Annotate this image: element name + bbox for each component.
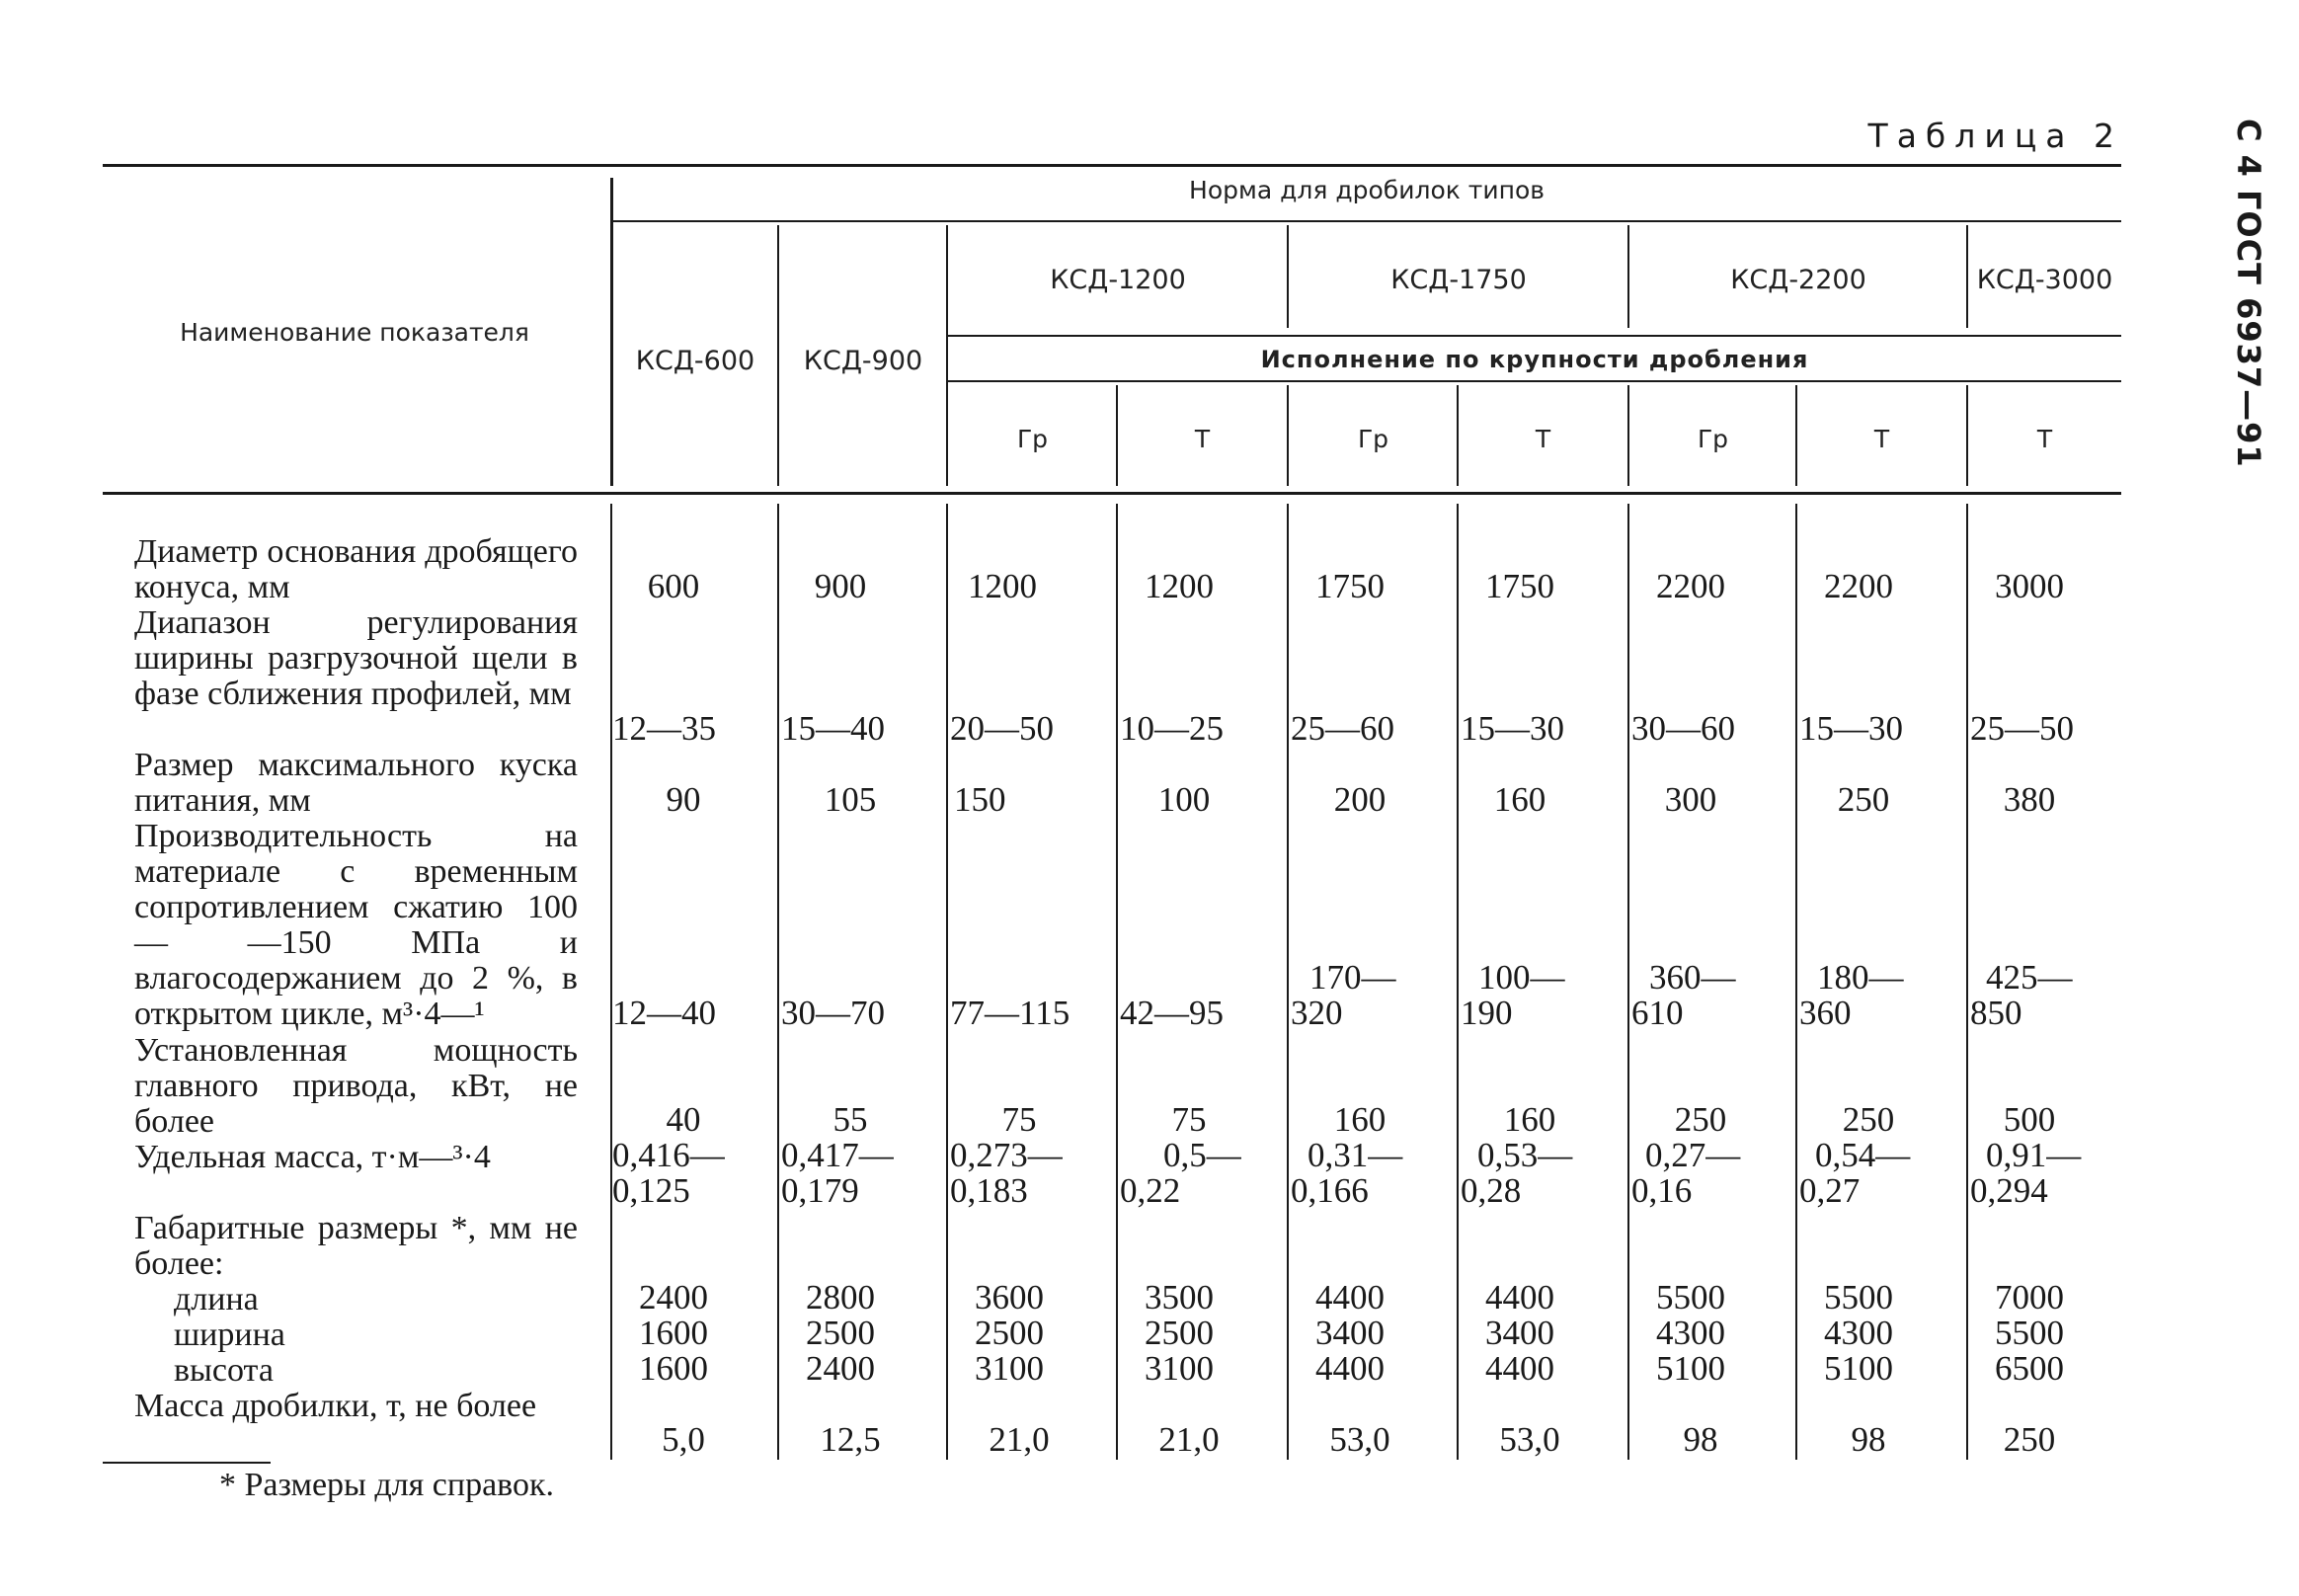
cell-diameter: 1750 [1485, 567, 1554, 605]
row-label-mass: Масса дробилки, т, не более [134, 1388, 537, 1424]
cell-feed-size: 200 [1333, 780, 1387, 819]
cell-mass: 98 [1851, 1420, 1886, 1459]
cell-capacity: 850 [1970, 994, 2022, 1032]
cell-power: 250 [1674, 1100, 1727, 1139]
cell-feed-size: 150 [954, 780, 1006, 819]
footnote-rule [103, 1462, 271, 1464]
cell-mass: 98 [1683, 1420, 1718, 1459]
cell-gap-range: 15—30 [1799, 709, 1903, 748]
header-name-column: Наименование показателя [180, 318, 529, 347]
cell-height: 2400 [806, 1349, 875, 1388]
cell-capacity: 320 [1291, 994, 1343, 1032]
cell-length: 7000 [1995, 1278, 2064, 1317]
cell-diameter: 600 [647, 567, 700, 605]
cell-specific-mass: 0,294 [1970, 1171, 2048, 1210]
row-label-gap-range: Диапазон регулирования ширины разгрузочной щели в фазе сближения профилей, мм [134, 604, 578, 712]
header-bottom-rule [103, 492, 2121, 495]
header-model-ksd900: КСД-900 [803, 346, 923, 376]
cell-gap-range: 20—50 [950, 709, 1054, 748]
cell-feed-size: 100 [1157, 780, 1211, 819]
cell-width: 4300 [1656, 1314, 1725, 1352]
page-marker: С 4 ГОСТ 6937—91 [2230, 119, 2267, 468]
header-variant: Гр [1357, 425, 1389, 453]
group-rule [612, 220, 2121, 222]
row-label-width: ширина [174, 1317, 285, 1353]
cell-capacity: 42—95 [1120, 994, 1224, 1032]
cell-specific-mass-top: 0,54— [1815, 1136, 1911, 1174]
cell-power: 160 [1333, 1100, 1387, 1139]
cell-capacity-top: 360— [1649, 958, 1736, 997]
cell-specific-mass-top: 0,416— [612, 1136, 725, 1174]
cell-capacity: 30—70 [781, 994, 885, 1032]
row-label-height: высота [174, 1352, 274, 1389]
header-model-ksd600: КСД-600 [635, 346, 755, 376]
cell-width: 5500 [1995, 1314, 2064, 1352]
cell-mass: 21,0 [989, 1420, 1050, 1459]
cell-width: 1600 [639, 1314, 708, 1352]
cell-power: 55 [832, 1100, 868, 1139]
cell-power: 75 [1171, 1100, 1207, 1139]
cell-height: 3100 [1145, 1349, 1214, 1388]
cell-width: 3400 [1315, 1314, 1385, 1352]
cell-diameter: 1200 [1145, 567, 1214, 605]
cell-specific-mass-top: 0,53— [1477, 1136, 1573, 1174]
cell-gap-range: 15—40 [781, 709, 885, 748]
cell-diameter: 2200 [1824, 567, 1893, 605]
cell-width: 3400 [1485, 1314, 1554, 1352]
cell-feed-size: 105 [824, 780, 877, 819]
row-label-dimensions: Габаритные размеры *, мм не более: [134, 1210, 578, 1282]
cell-specific-mass: 0,22 [1120, 1171, 1181, 1210]
cell-feed-size: 160 [1493, 780, 1546, 819]
cell-mass: 12,5 [820, 1420, 881, 1459]
cell-capacity-top: 170— [1309, 958, 1396, 997]
cell-height: 4400 [1485, 1349, 1554, 1388]
header-model-ksd1750: КСД-1750 [1390, 265, 1527, 295]
cell-gap-range: 25—60 [1291, 709, 1394, 748]
cell-power: 75 [1001, 1100, 1037, 1139]
cell-height: 5100 [1656, 1349, 1725, 1388]
cell-diameter: 900 [814, 567, 867, 605]
cell-gap-range: 30—60 [1631, 709, 1735, 748]
cell-length: 2400 [639, 1278, 708, 1317]
cell-mass: 21,0 [1158, 1420, 1220, 1459]
cell-gap-range: 12—35 [612, 709, 716, 748]
cell-specific-mass-top: 0,27— [1645, 1136, 1741, 1174]
cell-height: 3100 [975, 1349, 1044, 1388]
cell-specific-mass-top: 0,5— [1163, 1136, 1241, 1174]
cell-specific-mass-top: 0,31— [1308, 1136, 1403, 1174]
cell-diameter: 2200 [1656, 567, 1725, 605]
header-variant: Т [1873, 425, 1890, 453]
cell-mass: 250 [2003, 1420, 2056, 1459]
cell-width: 2500 [806, 1314, 875, 1352]
cell-width: 2500 [1145, 1314, 1214, 1352]
cell-capacity: 12—40 [612, 994, 716, 1032]
cell-length: 5500 [1824, 1278, 1893, 1317]
cell-specific-mass-top: 0,417— [781, 1136, 894, 1174]
cell-capacity: 77—115 [950, 994, 1070, 1032]
cell-capacity-top: 425— [1986, 958, 2073, 997]
cell-capacity: 610 [1631, 994, 1684, 1032]
cell-capacity-top: 180— [1817, 958, 1904, 997]
cell-gap-range: 10—25 [1120, 709, 1224, 748]
cell-capacity-top: 100— [1478, 958, 1565, 997]
cell-feed-size: 250 [1837, 780, 1890, 819]
header-group: Норма для дробилок типов [1189, 176, 1545, 204]
cell-diameter: 1200 [968, 567, 1037, 605]
cell-width: 2500 [975, 1314, 1044, 1352]
row-label-length: длина [174, 1281, 259, 1317]
cell-specific-mass: 0,28 [1461, 1171, 1522, 1210]
header-execution: Исполнение по крупности дробления [1260, 346, 1809, 373]
cell-height: 1600 [639, 1349, 708, 1388]
cell-mass: 53,0 [1329, 1420, 1390, 1459]
header-model-ksd3000: КСД-3000 [1976, 265, 2113, 295]
table-title: Таблица 2 [1867, 117, 2123, 155]
cell-capacity: 190 [1461, 994, 1513, 1032]
cell-specific-mass: 0,183 [950, 1171, 1028, 1210]
footnote: * Размеры для справок. [219, 1467, 555, 1503]
cell-length: 4400 [1315, 1278, 1385, 1317]
row-label-specific-mass: Удельная масса, т·м—³·4 [134, 1139, 491, 1175]
cell-mass: 53,0 [1499, 1420, 1560, 1459]
header-model-ksd1200: КСД-1200 [1050, 265, 1186, 295]
header-variant: Т [2036, 425, 2053, 453]
header-variant: Гр [1697, 425, 1729, 453]
execution-top-rule [948, 335, 2121, 337]
row-label-capacity: Производительность на материале с временным сопротивлением сжатию 100— —150 МПа и влагосодержанием до 2 %, в открытом цикле, м³·4—¹ [134, 818, 578, 1032]
row-label-diameter: Диаметр основания дробящего конуса, мм [134, 533, 578, 605]
cell-diameter: 1750 [1315, 567, 1385, 605]
col-divider-names [610, 178, 613, 486]
cell-height: 4400 [1315, 1349, 1385, 1388]
cell-feed-size: 380 [2003, 780, 2056, 819]
cell-specific-mass-top: 0,91— [1986, 1136, 2082, 1174]
cell-power: 250 [1842, 1100, 1895, 1139]
cell-gap-range: 25—50 [1970, 709, 2074, 748]
cell-length: 2800 [806, 1278, 875, 1317]
row-label-power: Установленная мощность главного привода, кВт, не более [134, 1032, 578, 1140]
cell-height: 6500 [1995, 1349, 2064, 1388]
cell-length: 3600 [975, 1278, 1044, 1317]
cell-diameter: 3000 [1995, 567, 2064, 605]
header-variant: Т [1194, 425, 1211, 453]
cell-feed-size: 90 [666, 780, 701, 819]
header-variant: Гр [1016, 425, 1049, 453]
cell-power: 160 [1503, 1100, 1556, 1139]
cell-specific-mass: 0,27 [1799, 1171, 1861, 1210]
execution-bottom-rule [948, 380, 2121, 382]
header-variant: Т [1535, 425, 1551, 453]
cell-height: 5100 [1824, 1349, 1893, 1388]
cell-gap-range: 15—30 [1461, 709, 1564, 748]
cell-power: 40 [666, 1100, 701, 1139]
row-label-feed-size: Размер максимального куска питания, мм [134, 747, 578, 819]
cell-specific-mass: 0,16 [1631, 1171, 1693, 1210]
cell-feed-size: 300 [1664, 780, 1717, 819]
cell-capacity: 360 [1799, 994, 1852, 1032]
cell-length: 5500 [1656, 1278, 1725, 1317]
cell-length: 4400 [1485, 1278, 1554, 1317]
cell-specific-mass: 0,125 [612, 1171, 690, 1210]
cell-specific-mass-top: 0,273— [950, 1136, 1063, 1174]
cell-specific-mass: 0,179 [781, 1171, 859, 1210]
cell-specific-mass: 0,166 [1291, 1171, 1369, 1210]
header-model-ksd2200: КСД-2200 [1730, 265, 1866, 295]
cell-power: 500 [2003, 1100, 2056, 1139]
table-top-rule [103, 164, 2121, 167]
cell-length: 3500 [1145, 1278, 1214, 1317]
cell-mass: 5,0 [662, 1420, 705, 1459]
cell-width: 4300 [1824, 1314, 1893, 1352]
